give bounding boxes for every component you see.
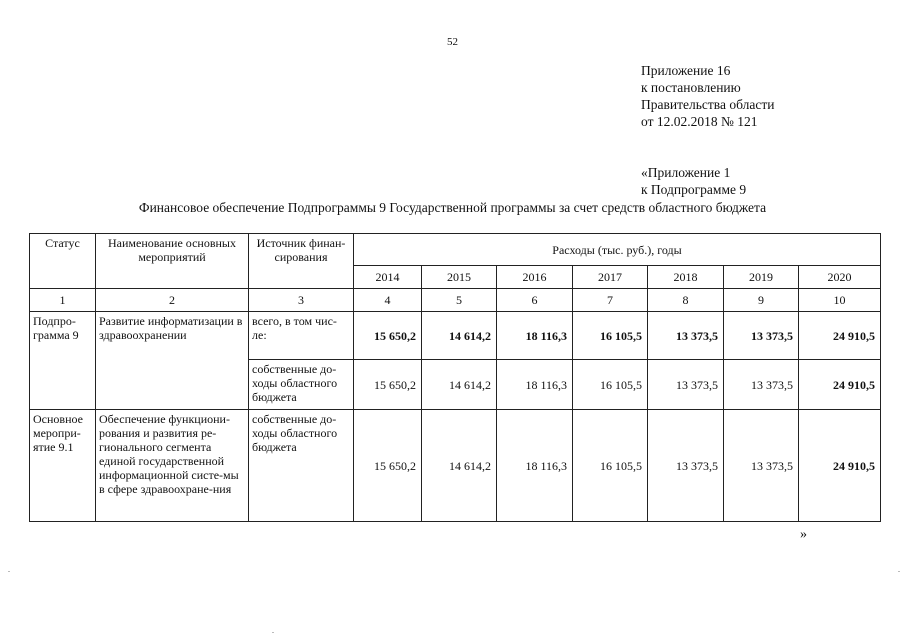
row-value: 16 105,5 xyxy=(573,410,648,522)
row-value: 15 650,2 xyxy=(354,360,422,410)
appendix-header xyxy=(641,62,774,198)
row-source: собственные до-ходы областного бюджета xyxy=(249,410,354,522)
row-value: 24 910,5 xyxy=(799,360,881,410)
row-value: 15 650,2 xyxy=(354,312,422,360)
document-title: Финансовое обеспечение Подпрограммы 9 Государственной программы за счет средств областного бюджета xyxy=(138,200,767,215)
header-status: Статус xyxy=(30,234,96,289)
row-status: Основное меропри-ятие 9.1 xyxy=(30,410,96,522)
header-year: 2014 xyxy=(354,266,422,289)
appendix-line: от 12.02.2018 № 121 xyxy=(641,114,758,129)
row-source: собственные до-ходы областного бюджета xyxy=(249,360,354,410)
row-value: 16 105,5 xyxy=(573,312,648,360)
header-source: Источник финан-сирования xyxy=(249,234,354,289)
column-number: 1 xyxy=(30,289,96,312)
column-number: 5 xyxy=(422,289,497,312)
row-status: Подпро-грамма 9 xyxy=(30,312,96,410)
column-number: 9 xyxy=(724,289,799,312)
appendix-line: Правительства области xyxy=(641,97,775,112)
scan-speck xyxy=(898,571,900,572)
header-year: 2016 xyxy=(497,266,573,289)
column-number: 3 xyxy=(249,289,354,312)
header-year: 2019 xyxy=(724,266,799,289)
row-value: 18 116,3 xyxy=(497,360,573,410)
row-value: 13 373,5 xyxy=(724,360,799,410)
column-number: 10 xyxy=(799,289,881,312)
column-number: 6 xyxy=(497,289,573,312)
row-value: 18 116,3 xyxy=(497,312,573,360)
column-number: 2 xyxy=(96,289,249,312)
page-number: 52 xyxy=(447,36,458,48)
row-value: 13 373,5 xyxy=(648,360,724,410)
row-source: всего, в том чис-ле: xyxy=(249,312,354,360)
row-value: 15 650,2 xyxy=(354,410,422,522)
header-year: 2018 xyxy=(648,266,724,289)
column-number-row xyxy=(30,289,881,312)
header-name: Наименование основных мероприятий xyxy=(96,234,249,289)
row-value: 13 373,5 xyxy=(724,312,799,360)
row-name: Развитие информатизации в здравоохранении xyxy=(96,312,249,410)
header-year: 2015 xyxy=(422,266,497,289)
table-row xyxy=(30,410,881,522)
scan-speck xyxy=(8,571,10,572)
appendix-line: к Подпрограмме 9 xyxy=(641,182,747,197)
row-value: 24 910,5 xyxy=(799,312,881,360)
row-value: 16 105,5 xyxy=(573,360,648,410)
row-value: 14 614,2 xyxy=(422,410,497,522)
header-year: 2020 xyxy=(799,266,881,289)
appendix-line: «Приложение 1 xyxy=(641,165,731,180)
table-row xyxy=(30,312,881,360)
row-value: 24 910,5 xyxy=(799,410,881,522)
row-value: 13 373,5 xyxy=(648,410,724,522)
appendix-line: Приложение 16 xyxy=(641,63,731,78)
column-number: 7 xyxy=(573,289,648,312)
column-number: 4 xyxy=(354,289,422,312)
header-expenses: Расходы (тыс. руб.), годы xyxy=(354,234,881,266)
closing-quote: » xyxy=(800,527,807,542)
row-name: Обеспечение функциони-рования и развития ре-гионального сегмента единой государственной информационной систе-мы в сфере здравоохране-ния xyxy=(96,410,249,522)
row-value: 13 373,5 xyxy=(724,410,799,522)
scan-speck xyxy=(272,632,274,633)
header-year: 2017 xyxy=(573,266,648,289)
appendix-line: к постановлению xyxy=(641,80,741,95)
column-number: 8 xyxy=(648,289,724,312)
row-value: 18 116,3 xyxy=(497,410,573,522)
row-value: 14 614,2 xyxy=(422,312,497,360)
financing-table xyxy=(29,233,881,522)
row-value: 13 373,5 xyxy=(648,312,724,360)
row-value: 14 614,2 xyxy=(422,360,497,410)
